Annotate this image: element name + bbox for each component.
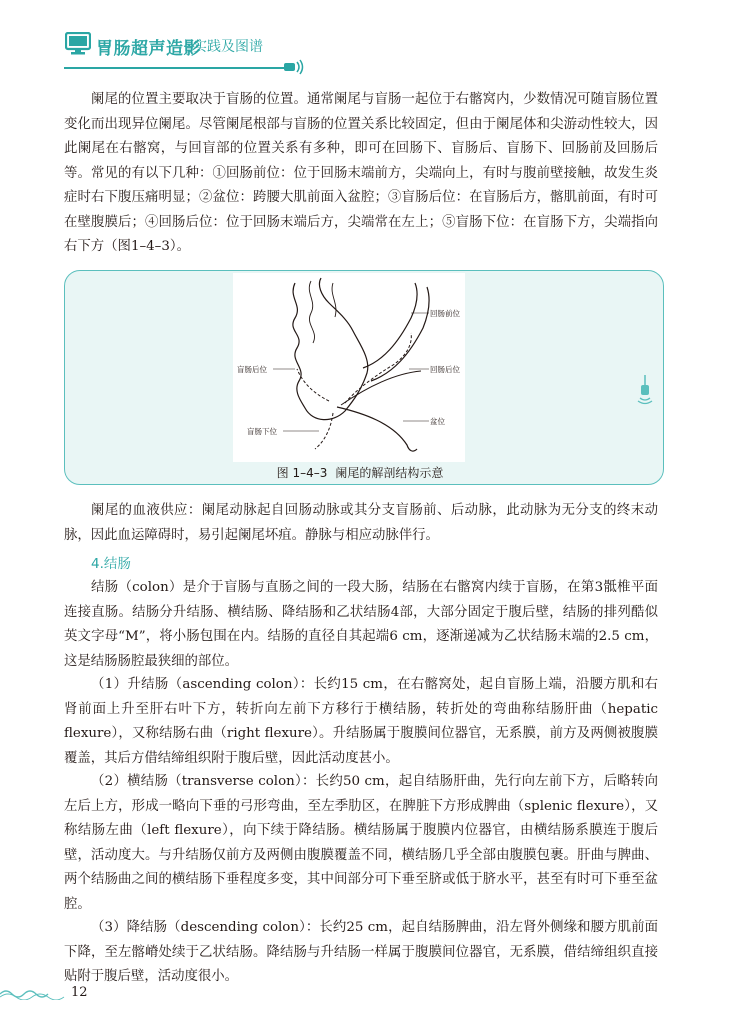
book-subtitle: 实践及图谱 — [193, 39, 263, 55]
footer-wave-decoration — [0, 982, 80, 1000]
colon-haustra — [309, 281, 314, 343]
paragraph-appendix-position: 阑尾的位置主要取决于盲肠的位置。通常阑尾与盲肠一起位于右髂窝内，少数情况可随盲肠位置变化而出现异位阑尾。尽管阑尾根部与盲肠的位置关系比较固定，但由于阑尾体和尖游动性较大，因此阑尾在右髂窝，与回盲部的位置关系有多种，即可在回肠下、盲肠后、盲肠下、回肠前及回肠后等。常见的有以下几种：①回肠前位：位于回肠末端前方，尖端向上，有时与腹前壁接触，故发生炎症时右下腹压痛明显；②盆位：跨腰大肌前面入盆腔；③盲肠后位：在盲肠后方，髂肌前面，有时可在壁腹膜后；④回肠后位：位于回肠末端后方，尖端常在左上；⑤盲肠下位：在盲肠下方，尖端指向右下方（图1–4–3）。 — [64, 92, 658, 254]
paragraph-blood-supply: 阑尾的血液供应：阑尾动脉起自回肠动脉或其分支盲肠前、后动脉，此动脉为无分支的终末动脉，因此血运障碍时，易引起阑尾坏疽。静脉与相应动脉伴行。 — [64, 503, 658, 543]
ileum-upper — [363, 283, 417, 368]
page-number: 12 — [71, 985, 88, 1000]
figure-caption-text: 阑尾的解剖结构示意 — [335, 466, 444, 480]
figure-number: 图 1–4–3 — [276, 466, 328, 480]
header-rule — [64, 67, 294, 69]
ileum-lower — [371, 287, 429, 381]
page-header — [0, 0, 730, 80]
label-pelvic: 盆位 — [430, 417, 445, 426]
figure-caption — [64, 464, 664, 481]
appendix-ileal-anterior — [345, 333, 411, 403]
appendix-anatomy-illustration — [233, 273, 465, 462]
paragraph-colon-intro: 结肠（colon）是介于盲肠与直肠之间的一段大肠，结肠在右髂窝内续于盲肠，在第3骶椎平面连接直肠。结肠分升结肠、横结肠、降结肠和乙状结肠4部，大部分固定于腹后壁，结肠的排列酷似英文字母“M”，将小肠包围在内。结肠的直径自其起端6 cm，逐渐递减为乙状结肠末端的2.5 cm，这是结肠肠腔最狭细的部位。 — [64, 580, 658, 669]
label-cecal-inferior: 盲肠下位 — [247, 427, 277, 436]
book-title: 胃肠超声造影 — [96, 39, 201, 59]
label-cecal-posterior: 盲肠后位 — [237, 365, 267, 374]
appendix-cecal-posterior — [297, 369, 329, 401]
cecum-outline — [293, 278, 368, 420]
appendix-diagram — [233, 273, 465, 462]
monitor-icon — [65, 32, 91, 56]
ultrasound-probe-icon — [282, 58, 306, 76]
ultrasound-probe-side-icon — [636, 375, 654, 405]
section-heading-colon: 4.结肠 — [91, 556, 131, 572]
appendix-pelvic — [337, 407, 417, 451]
paragraph-ascending-colon: （1）升结肠（ascending colon）：长约15 cm，在右髂窝处，起自盲肠上端，沿腰方肌和右肾前面上升至肝右叶下方，转折向左前下方移行于横结肠，转折处的弯曲称结肠肝曲（hepatic flexure），又称结肠右曲（right flexure）。升结肠属于腹膜间位器官，无系膜，前方及两侧被腹膜覆盖，其后方借结缔组织附于腹后壁，因此活动度甚小。 — [64, 677, 658, 766]
colon-haustra-2 — [332, 283, 336, 317]
label-ileal-anterior: 回肠前位 — [430, 309, 460, 318]
paragraph-transverse-colon: （2）横结肠（transverse colon）：长约50 cm，起自结肠肝曲，先行向左前下方，后略转向左后上方，形成一略向下垂的弓形弯曲，至左季肋区，在脾脏下方形成脾曲（splenic flexure），又称结肠左曲（left flexure），向下续于降结肠。横结肠属于腹膜内位器官，由横结肠系膜连于腹后壁，活动度大。与升结肠仅前方及两侧由腹膜覆盖不同，横结肠几乎全部由腹膜包裹。肝曲与脾曲、两个结肠曲之间的横结肠下垂程度多变，其中间部分可下垂至脐或低于脐水平，甚至有时可下垂至盆腔。 — [64, 774, 658, 912]
paragraph-descending-colon: （3）降结肠（descending colon）：长约25 cm，起自结肠脾曲，沿左肾外侧缘和腰方肌前面下降，至左髂嵴处续于乙状结肠。降结肠与升结肠一样属于腹膜间位器官，无系膜，借结缔组织直接贴附于腹后壁，活动度很小。 — [64, 920, 658, 984]
label-ileal-posterior: 回肠后位 — [430, 365, 460, 374]
